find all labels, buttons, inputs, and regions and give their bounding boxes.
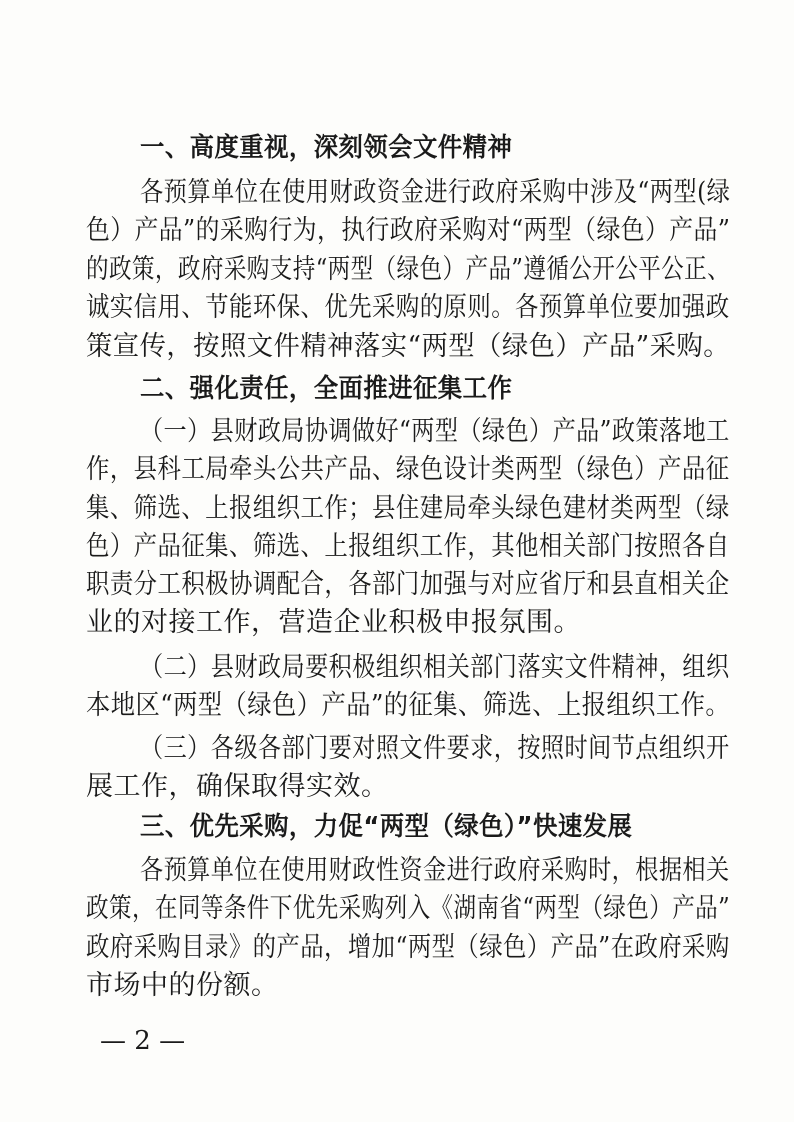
paragraph-line: 业的对接工作，营造企业积极申报氛围。	[86, 607, 581, 638]
paragraph-line: 政府采购目录》的产品，增加“两型（绿色）产品”在政府采购	[86, 932, 730, 963]
paragraph-line: 政策，在同等条件下优先采购列入《湖南省“两型（绿色）产品”	[86, 893, 731, 924]
section-heading-3: 三、优先采购，力促“两型（绿色）”快速发展	[140, 812, 633, 842]
paragraph-line: 策宣传，按照文件精神落实“两型（绿色）产品”采购。	[86, 331, 731, 362]
paragraph-line: 各预算单位在使用财政资金进行政府采购中涉及“两型(绿	[140, 177, 731, 208]
paragraph-line: （一）县财政局协调做好“两型（绿色）产品”政策落地工	[140, 416, 730, 447]
page-number: — 2 —	[100, 1026, 186, 1056]
section-heading-1: 一、高度重视，深刻领会文件精神	[140, 133, 513, 163]
paragraph-line: 本地区“两型（绿色）产品”的征集、筛选、上报组织工作。	[86, 690, 731, 721]
paragraph-line: 的政策，政府采购支持“两型（绿色）产品”遵循公开公平公正、	[86, 254, 731, 285]
paragraph-line: 色）产品”的采购行为，执行政府采购对“两型（绿色）产品”	[86, 215, 731, 246]
paragraph-line: 市场中的份额。	[86, 970, 279, 1001]
paragraph-line: 展工作，确保取得实效。	[86, 771, 389, 802]
paragraph-line: 集、筛选、上报组织工作；县住建局牵头绿色建材类两型（绿	[86, 493, 730, 524]
paragraph-line: （三）各级各部门要对照文件要求，按照时间节点组织开	[140, 733, 730, 764]
paragraph-line: 诚实信用、节能环保、优先采购的原则。各预算单位要加强政	[86, 292, 730, 323]
section-heading-2: 二、强化责任，全面推进征集工作	[140, 374, 513, 404]
paragraph-line: 职责分工积极协调配合，各部门加强与对应省厅和县直相关企	[86, 569, 730, 600]
paragraph-line: 各预算单位在使用财政性资金进行政府采购时，根据相关	[140, 855, 730, 886]
paragraph-line: 作，县科工局牵头公共产品、绿色设计类两型（绿色）产品征	[86, 454, 730, 485]
paragraph-line: （二）县财政局要积极组织相关部门落实文件精神，组织	[140, 652, 730, 683]
paragraph-line: 色）产品征集、筛选、上报组织工作，其他相关部门按照各自	[86, 531, 730, 562]
